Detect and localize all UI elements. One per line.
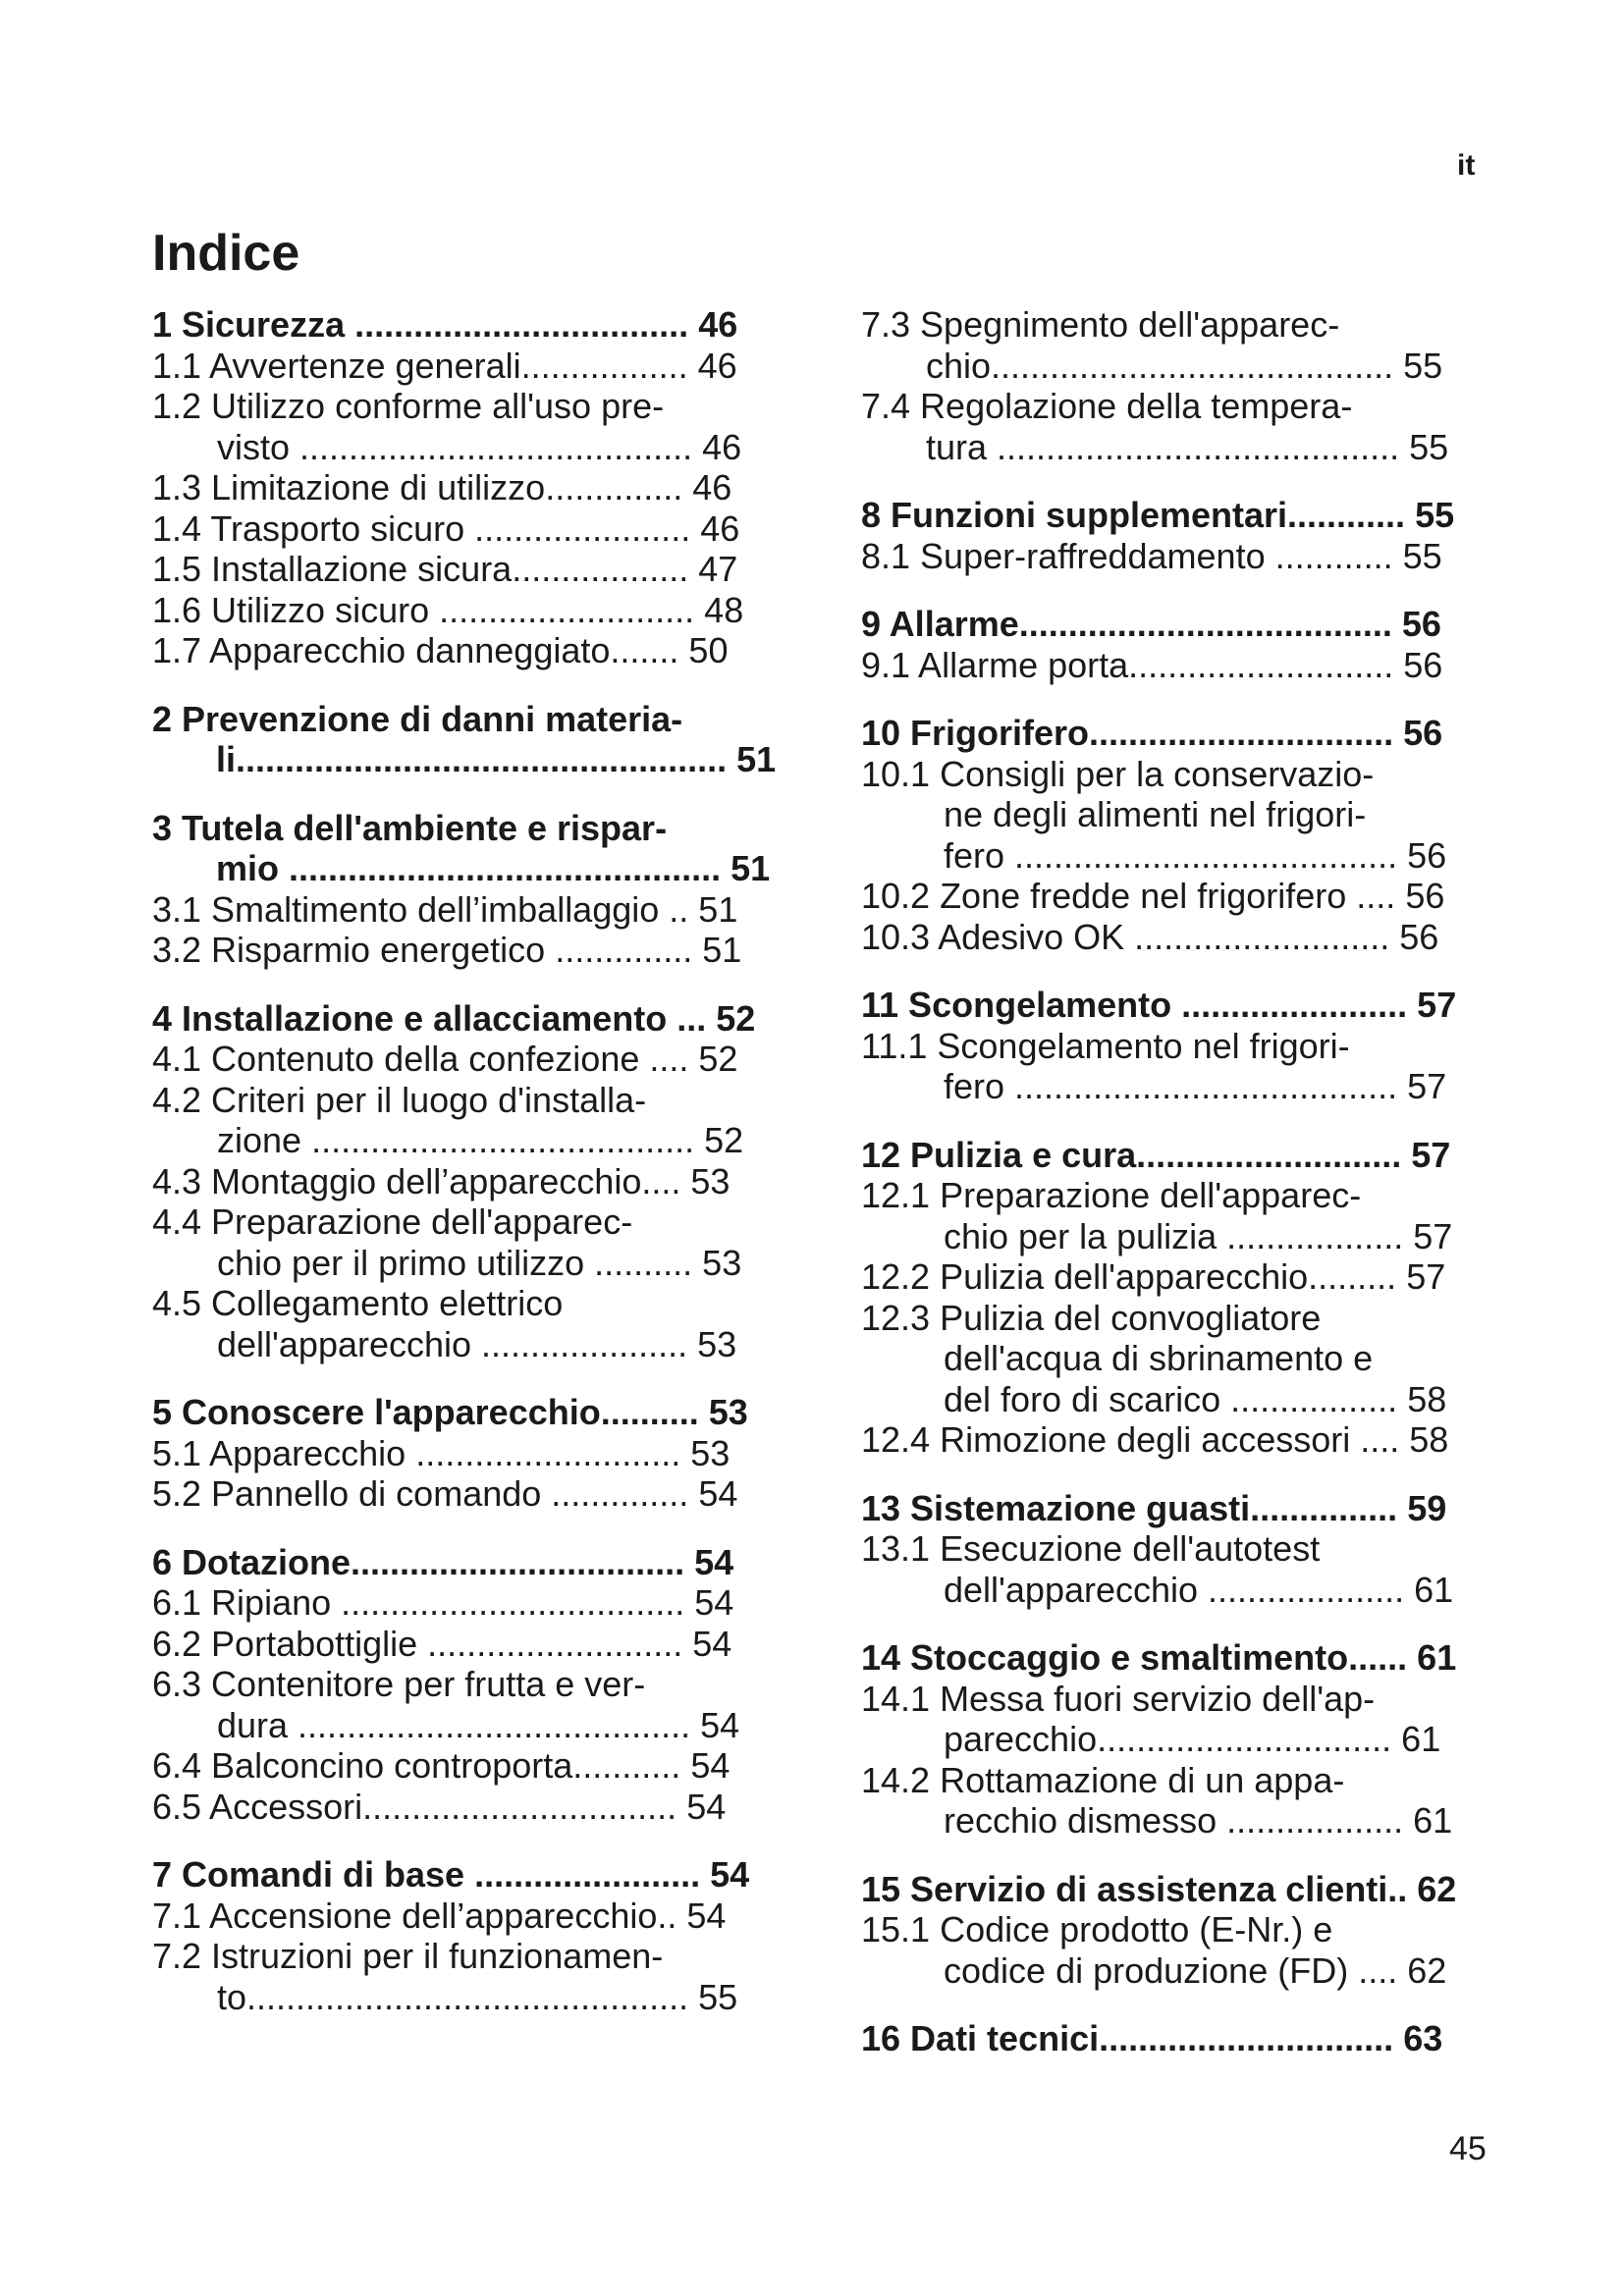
toc-subsection-entry[interactable] (152, 889, 781, 931)
toc-entry-text-line (861, 794, 1499, 835)
toc-entry-leader-line (861, 1256, 1499, 1298)
toc-entry-text: 6 Dotazione.................................. (152, 1541, 685, 1582)
toc-entry-text: 1.4 Trasporto sicuro ...................... (152, 507, 691, 549)
toc-entry-text: dell'acqua di sbrinamento e (944, 1338, 1374, 1378)
toc-entry-text: chio per la pulizia .................. (944, 1215, 1404, 1256)
toc-entry-leader-line (861, 536, 1499, 577)
toc-entry-leader-line (152, 1392, 781, 1433)
toc-entry-text-line (861, 1298, 1499, 1339)
toc-entry-text: dell'apparecchio .................... (944, 1569, 1405, 1610)
toc-subsection-entry[interactable] (861, 754, 1499, 877)
toc-section-entry[interactable] (861, 1135, 1499, 1176)
toc-entry-leader-line (152, 889, 781, 931)
toc-entry-leader-line (861, 1719, 1499, 1760)
toc-page-number: 54 (686, 1895, 727, 1936)
toc-entry-text: ne degli alimenti nel frigori- (944, 794, 1367, 834)
toc-entry-leader-line (152, 1582, 781, 1624)
toc-page-number: 46 (702, 426, 742, 467)
toc-subsection-entry[interactable] (152, 467, 781, 508)
toc-entry-text: 12.2 Pulizia dell'apparecchio......... (861, 1256, 1397, 1297)
toc-page-number: 46 (698, 304, 738, 345)
toc-entry-text: 4.3 Montaggio dell’apparecchio.... (152, 1160, 681, 1201)
toc-group (152, 1854, 781, 2017)
toc-subsection-entry[interactable] (152, 1936, 781, 2017)
toc-entry-leader-line (152, 1745, 781, 1787)
toc-entry-leader-line (861, 876, 1499, 917)
toc-entry-leader-line (861, 713, 1499, 754)
toc-entry-text-line (861, 1026, 1499, 1067)
toc-page-number: 58 (1407, 1378, 1447, 1419)
toc-page-number: 48 (704, 589, 744, 630)
toc-entry-leader-line (152, 1624, 781, 1665)
toc-subsection-entry[interactable] (152, 630, 781, 671)
toc-entry-leader-line (152, 848, 781, 889)
toc-subsection-entry[interactable] (861, 1298, 1499, 1420)
page-number: 45 (1449, 2130, 1487, 2167)
toc-entry-text: 13 Sistemazione guasti............... (861, 1487, 1398, 1528)
toc-entry-leader-line (152, 1854, 781, 1896)
toc-entry-leader-line (861, 917, 1499, 958)
toc-entry-text: parecchio.............................. (944, 1719, 1392, 1759)
toc-entry-text: dura ........................................ (217, 1704, 691, 1745)
toc-section-entry[interactable] (152, 1542, 781, 1583)
toc-page-number: 57 (1413, 1215, 1453, 1256)
toc-section-entry[interactable] (861, 604, 1499, 645)
toc-group (861, 1488, 1499, 1611)
toc-entry-text-line (861, 1909, 1499, 1950)
toc-entry-leader-line (861, 346, 1499, 387)
toc-entry-leader-line (861, 1637, 1499, 1679)
toc-subsection-entry[interactable] (152, 590, 781, 631)
toc-entry-text: fero ....................................... (944, 834, 1398, 876)
toc-page-number: 56 (1405, 876, 1445, 916)
toc-section-entry[interactable] (152, 998, 781, 1040)
toc-entry-leader-line (152, 549, 781, 590)
toc-subsection-entry[interactable] (861, 876, 1499, 917)
toc-entry-leader-line (152, 508, 781, 550)
toc-entry-leader-line (152, 630, 781, 671)
toc-entry-text: 4.1 Contenuto della confezione .... (152, 1039, 689, 1079)
toc-page-number: 54 (692, 1623, 732, 1664)
toc-subsection-entry[interactable] (861, 1760, 1499, 1842)
toc-entry-leader-line (861, 604, 1499, 645)
toc-entry-text: 1.5 Installazione sicura.................. (152, 549, 689, 589)
toc-section-entry[interactable] (152, 1392, 781, 1433)
toc-subsection-entry[interactable] (861, 1419, 1499, 1461)
toc-page-number: 51 (702, 930, 742, 970)
toc-entry-text: 9.1 Allarme porta........................... (861, 644, 1394, 685)
toc-group (861, 304, 1499, 467)
toc-entry-leader-line (861, 2018, 1499, 2059)
toc-group (152, 998, 781, 1365)
toc-subsection-entry[interactable] (861, 304, 1499, 386)
toc-section-entry[interactable] (152, 304, 781, 346)
toc-entry-leader-line (152, 998, 781, 1040)
toc-group (861, 495, 1499, 576)
toc-subsection-entry[interactable] (152, 1080, 781, 1161)
toc-entry-text: 12 Pulizia e cura........................... (861, 1134, 1402, 1175)
toc-entry-leader-line (152, 346, 781, 387)
toc-entry-text: fero ....................................... (944, 1066, 1398, 1106)
toc-subsection-entry[interactable] (152, 1201, 781, 1283)
toc-entry-text-line (152, 1080, 781, 1121)
toc-page-number: 57 (1417, 985, 1457, 1025)
toc-group (152, 1392, 781, 1515)
toc-entry-text: 6.4 Balconcino controporta........... (152, 1745, 681, 1786)
toc-entry-text: 1.3 Limitazione di utilizzo.............. (152, 467, 683, 507)
toc-entry-text: 4.2 Criteri per il luogo d'installa- (152, 1079, 647, 1120)
toc-page-number: 55 (1409, 426, 1449, 467)
toc-entry-leader-line (152, 427, 781, 468)
toc-subsection-entry[interactable] (152, 930, 781, 971)
toc-page-number: 56 (1401, 604, 1441, 644)
toc-entry-leader-line (152, 1542, 781, 1583)
toc-section-entry[interactable] (152, 808, 781, 889)
toc-page-number: 51 (731, 848, 771, 888)
toc-section-entry[interactable] (861, 985, 1499, 1026)
toc-group (861, 2018, 1499, 2059)
toc-entry-leader-line (861, 1066, 1499, 1107)
toc-entry-text: 7.1 Accensione dell’apparecchio.. (152, 1895, 677, 1936)
toc-entry-text: visto ........................................ (217, 426, 693, 467)
toc-entry-text: 16 Dati tecnici.............................. (861, 2018, 1394, 2058)
toc-page-number: 53 (708, 1392, 748, 1432)
toc-entry-text: 5 Conoscere l'apparecchio.......... (152, 1392, 699, 1432)
toc-entry-text: 6.3 Contenitore per frutta e ver- (152, 1664, 646, 1704)
toc-page-number: 59 (1407, 1487, 1447, 1528)
toc-section-entry[interactable] (861, 2018, 1499, 2059)
toc-section-entry[interactable] (152, 1854, 781, 1896)
toc-entry-leader-line (861, 835, 1499, 877)
toc-group (861, 1869, 1499, 1992)
toc-page-number: 50 (688, 630, 729, 670)
toc-entry-leader-line (861, 1488, 1499, 1529)
toc-entry-leader-line (861, 495, 1499, 536)
toc-group (152, 1542, 781, 1828)
toc-entry-text-line (861, 1528, 1499, 1570)
toc-entry-leader-line (152, 1896, 781, 1937)
toc-page-number: 55 (698, 1976, 738, 2017)
toc-entry-leader-line (152, 930, 781, 971)
toc-entry-text: dell'apparecchio ..................... (217, 1323, 688, 1364)
toc-subsection-entry[interactable] (152, 1745, 781, 1787)
toc-entry-text: 14.2 Rottamazione di un appa- (861, 1759, 1345, 1800)
toc-entry-text: to............................................. (217, 1976, 689, 2017)
page-title: Indice (152, 225, 300, 282)
toc-entry-text: 6.5 Accessori................................ (152, 1786, 677, 1827)
toc-entry-text: 10.2 Zone fredde nel frigorifero .... (861, 876, 1396, 916)
toc-subsection-entry[interactable] (152, 1582, 781, 1624)
toc-page-number: 61 (1401, 1719, 1441, 1759)
toc-page-number: 53 (697, 1323, 737, 1364)
toc-entry-text: 4.4 Preparazione dell'apparec- (152, 1201, 633, 1242)
toc-entry-text: 7.4 Regolazione della tempera- (861, 386, 1353, 426)
toc-page-number: 56 (1403, 713, 1443, 753)
toc-entry-text: 11.1 Scongelamento nel frigori- (861, 1025, 1350, 1066)
toc-subsection-entry[interactable] (152, 386, 781, 467)
toc-group (152, 304, 781, 671)
toc-subsection-entry[interactable] (861, 1256, 1499, 1298)
toc-entry-text: 8 Funzioni supplementari............ (861, 495, 1406, 535)
toc-page-number: 54 (698, 1473, 738, 1514)
toc-entry-text: 12.4 Rimozione degli accessori .... (861, 1419, 1400, 1460)
toc-page-number: 57 (1406, 1256, 1446, 1297)
toc-entry-text: 6.1 Ripiano ................................... (152, 1582, 685, 1623)
toc-entry-text: 1.7 Apparecchio danneggiato....... (152, 630, 679, 670)
toc-entry-text: 12.3 Pulizia del convogliatore (861, 1297, 1322, 1338)
toc-subsection-entry[interactable] (861, 1909, 1499, 1991)
toc-entry-leader-line (861, 1419, 1499, 1461)
toc-entry-text-line (152, 1283, 781, 1324)
toc-page-number: 53 (690, 1160, 731, 1201)
toc-entry-leader-line (152, 1120, 781, 1161)
toc-entry-text-line (861, 754, 1499, 795)
toc-page-number: 52 (716, 997, 756, 1039)
toc-page-number: 61 (1413, 1800, 1453, 1841)
toc-entry-text: 12.1 Preparazione dell'apparec- (861, 1175, 1362, 1215)
toc-subsection-entry[interactable] (152, 1664, 781, 1745)
toc-page-number: 53 (690, 1432, 731, 1473)
toc-entry-text: 2 Prevenzione di danni materia- (152, 698, 683, 739)
toc-entry-text: mio ............................................ (216, 848, 722, 888)
toc-entry-text-line (152, 1664, 781, 1705)
toc-entry-text-line (152, 386, 781, 427)
toc-entry-leader-line (861, 1379, 1499, 1420)
toc-entry-text: 11 Scongelamento ....................... (861, 985, 1408, 1025)
toc-entry-text: chio......................................... (926, 345, 1394, 386)
toc-entry-text-line (152, 699, 781, 740)
toc-page-number: 54 (690, 1745, 731, 1786)
toc-page-number: 62 (1417, 1868, 1457, 1909)
toc-entry-text-line (861, 1760, 1499, 1801)
toc-entry-leader-line (152, 590, 781, 631)
language-code: it (1457, 149, 1476, 182)
toc-group (861, 1637, 1499, 1842)
toc-subsection-entry[interactable] (861, 1528, 1499, 1610)
toc-entry-text: 5.2 Pannello di comando .............. (152, 1473, 689, 1514)
toc-page-number: 54 (694, 1582, 734, 1623)
toc-entry-text-line (861, 304, 1499, 346)
toc-entry-leader-line (152, 1161, 781, 1202)
toc-entry-leader-line (152, 1039, 781, 1080)
toc-subsection-entry[interactable] (152, 1624, 781, 1665)
toc-entry-text: 15.1 Codice prodotto (E-Nr.) e (861, 1909, 1333, 1949)
toc-page-number: 51 (736, 739, 777, 779)
toc-entry-text: codice di produzione (FD) .... (944, 1949, 1398, 1991)
toc-page-number: 61 (1417, 1637, 1457, 1678)
toc-page-number: 56 (1407, 834, 1447, 876)
toc-page-number: 55 (1402, 535, 1442, 576)
toc-subsection-entry[interactable] (152, 1161, 781, 1202)
toc-group (152, 699, 781, 780)
toc-page-number: 47 (698, 549, 738, 589)
toc-entry-text: 14 Stoccaggio e smaltimento...... (861, 1637, 1408, 1678)
toc-entry-text: 9 Allarme...................................... (861, 604, 1392, 644)
toc-subsection-entry[interactable] (152, 1283, 781, 1364)
toc-entry-text: zione ....................................... (217, 1120, 695, 1160)
toc-group (152, 808, 781, 971)
toc-entry-leader-line (861, 645, 1499, 686)
toc-entry-text: 3.1 Smaltimento dell’imballaggio .. (152, 888, 689, 930)
toc-page-number: 56 (1399, 916, 1439, 957)
toc-entry-text: 15 Servizio di assistenza clienti.. (861, 1868, 1408, 1909)
toc-subsection-entry[interactable] (861, 917, 1499, 958)
toc-entry-leader-line (861, 1800, 1499, 1842)
toc-entry-text: 4 Installazione e allacciamento ... (152, 997, 707, 1039)
toc-entry-leader-line (861, 1135, 1499, 1176)
toc-entry-text-line (152, 1201, 781, 1243)
toc-group (861, 985, 1499, 1107)
toc-subsection-entry[interactable] (152, 346, 781, 387)
toc-page-number: 62 (1407, 1949, 1447, 1991)
toc-subsection-entry[interactable] (861, 1026, 1499, 1107)
toc-entry-leader-line (861, 1216, 1499, 1257)
toc-subsection-entry[interactable] (152, 1433, 781, 1474)
toc-entry-text-line (861, 386, 1499, 427)
toc-entry-text: tura ......................................... (926, 426, 1400, 467)
toc-subsection-entry[interactable] (152, 1039, 781, 1080)
toc-entry-leader-line (861, 1570, 1499, 1611)
toc-entry-text-line (152, 808, 781, 849)
toc-subsection-entry[interactable] (861, 645, 1499, 686)
toc-page-number: 46 (692, 467, 732, 507)
toc-entry-text: 3 Tutela dell'ambiente e rispar- (152, 807, 668, 848)
toc-entry-leader-line (861, 1950, 1499, 1992)
toc-entry-text: 5.1 Apparecchio ........................... (152, 1432, 681, 1473)
toc-entry-text: 8.1 Super-raffreddamento ............ (861, 535, 1393, 576)
toc-entry-text-line (861, 1175, 1499, 1216)
toc-column-right (861, 304, 1499, 2059)
toc-entry-text-line (861, 1679, 1499, 1720)
toc-entry-text: 4.5 Collegamento elettrico (152, 1283, 564, 1323)
toc-entry-text: 7 Comandi di base ....................... (152, 1854, 701, 1895)
toc-subsection-entry[interactable] (152, 1896, 781, 1937)
toc-entry-text: 10 Frigorifero............................... (861, 713, 1394, 753)
toc-entry-leader-line (152, 1705, 781, 1746)
toc-entry-leader-line (152, 467, 781, 508)
toc-entry-text-line (861, 1338, 1499, 1379)
toc-entry-text: chio per il primo utilizzo .......... (217, 1242, 693, 1283)
toc-section-entry[interactable] (861, 1488, 1499, 1529)
toc-subsection-entry[interactable] (861, 536, 1499, 577)
toc-page-number: 58 (1409, 1419, 1449, 1460)
toc-subsection-entry[interactable] (152, 508, 781, 550)
toc-page-number: 63 (1403, 2018, 1443, 2058)
toc-page-number: 61 (1414, 1569, 1454, 1610)
toc-subsection-entry[interactable] (152, 1787, 781, 1828)
toc-entry-text: 7.3 Spegnimento dell'apparec- (861, 304, 1340, 345)
toc-entry-text: 10.1 Consigli per la conservazio- (861, 753, 1375, 794)
toc-entry-leader-line (152, 1324, 781, 1365)
toc-group (861, 604, 1499, 685)
toc-entry-leader-line (152, 304, 781, 346)
toc-page-number: 52 (698, 1039, 738, 1079)
toc-entry-text: del foro di scarico ................. (944, 1378, 1398, 1419)
toc-entry-text-line (152, 1936, 781, 1977)
toc-entry-text: 14.1 Messa fuori servizio dell'ap- (861, 1678, 1376, 1719)
toc-entry-text: 3.2 Risparmio energetico .............. (152, 930, 693, 970)
toc-subsection-entry[interactable] (152, 1473, 781, 1515)
toc-page-number: 54 (710, 1854, 750, 1895)
toc-entry-leader-line (861, 427, 1499, 468)
toc-entry-leader-line (152, 1977, 781, 2018)
toc-page-number: 55 (1403, 345, 1443, 386)
toc-page-number: 46 (697, 345, 737, 386)
toc-page-number: 57 (1411, 1134, 1451, 1175)
toc-entry-leader-line (152, 1787, 781, 1828)
toc-section-entry[interactable] (861, 495, 1499, 536)
toc-section-entry[interactable] (861, 713, 1499, 754)
toc-section-entry[interactable] (152, 699, 781, 780)
toc-subsection-entry[interactable] (861, 1679, 1499, 1760)
toc-section-entry[interactable] (861, 1869, 1499, 1910)
toc-entry-leader-line (152, 1473, 781, 1515)
toc-entry-leader-line (152, 1433, 781, 1474)
toc-entry-text: 13.1 Esecuzione dell'autotest (861, 1528, 1321, 1569)
toc-entry-text: 1.2 Utilizzo conforme all'uso pre- (152, 386, 665, 426)
toc-page-number: 56 (1403, 644, 1443, 685)
toc-entry-leader-line (861, 985, 1499, 1026)
toc-subsection-entry[interactable] (152, 549, 781, 590)
toc-group (861, 713, 1499, 957)
toc-section-entry[interactable] (861, 1637, 1499, 1679)
toc-page-number: 53 (702, 1242, 742, 1283)
toc-entry-text: recchio dismesso .................. (944, 1800, 1404, 1841)
toc-page-number: 57 (1407, 1066, 1447, 1106)
toc-entry-text: 1.6 Utilizzo sicuro .......................... (152, 589, 695, 630)
toc-page-number: 52 (704, 1120, 744, 1160)
toc-subsection-entry[interactable] (861, 386, 1499, 467)
toc-page-number: 46 (700, 507, 740, 549)
toc-entry-text: 6.2 Portabottiglie .......................... (152, 1623, 683, 1664)
toc-entry-leader-line (152, 739, 781, 780)
toc-column-left (152, 304, 781, 2017)
toc-page-number: 55 (1415, 495, 1455, 535)
toc-entry-text: 1.1 Avvertenze generali................. (152, 345, 688, 386)
toc-group (861, 1135, 1499, 1461)
toc-entry-text: 7.2 Istruzioni per il funzionamen- (152, 1936, 664, 1976)
toc-page-number: 54 (694, 1541, 734, 1582)
toc-entry-leader-line (152, 1243, 781, 1284)
toc-entry-leader-line (861, 1869, 1499, 1910)
toc-page-number: 54 (700, 1704, 740, 1745)
toc-subsection-entry[interactable] (861, 1175, 1499, 1256)
toc-entry-text: 10.3 Adesivo OK .......................... (861, 916, 1390, 957)
toc-entry-text: li.................................................. (216, 739, 728, 779)
toc-page-number: 54 (686, 1786, 727, 1827)
toc-page-number: 51 (698, 888, 738, 930)
toc-entry-text: 1 Sicurezza .................................. (152, 304, 689, 345)
